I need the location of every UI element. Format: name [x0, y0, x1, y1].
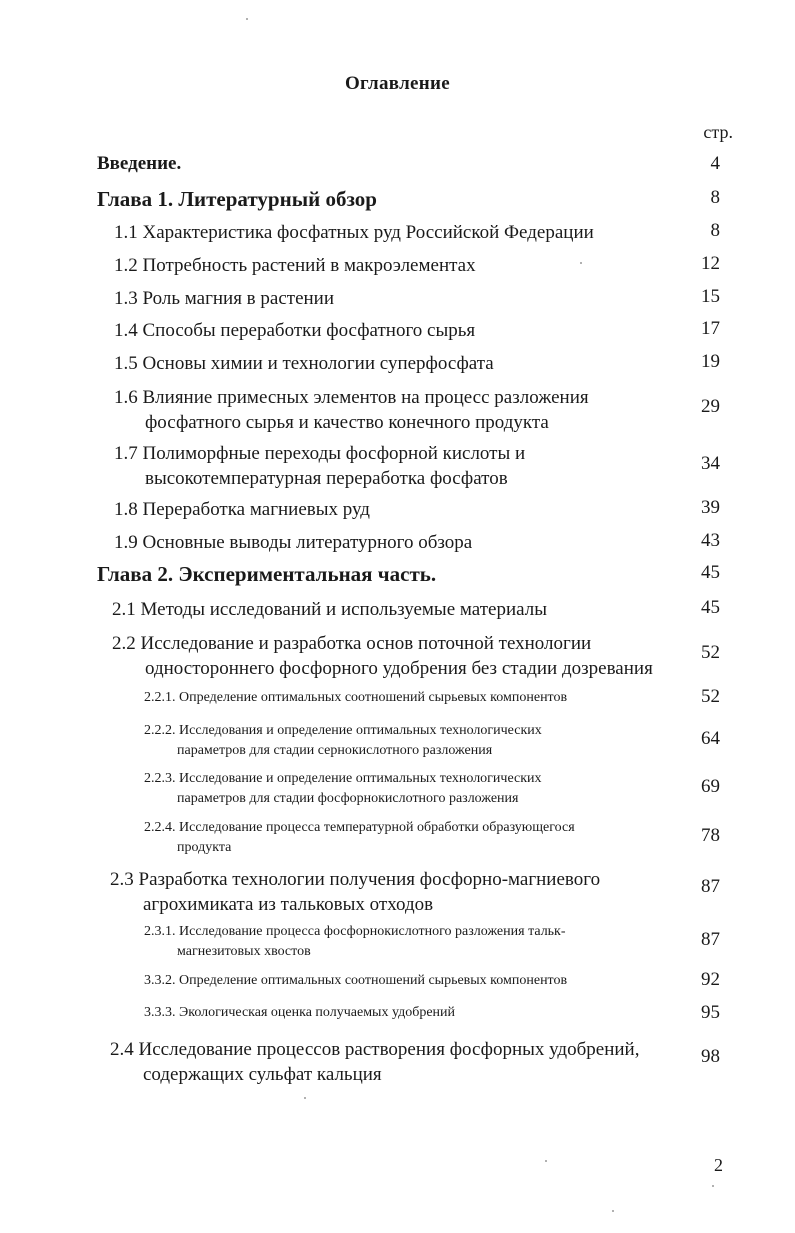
toc-entry-text-line1: 2.2.3. Исследование и определение оптимальных технологических — [144, 771, 542, 786]
toc-entry-text: 1.3 Роль магния в растении — [114, 288, 335, 309]
scan-speck — [612, 1210, 614, 1212]
toc-entry-page: 39 — [701, 497, 720, 518]
toc-entry-page: 8 — [710, 220, 720, 241]
toc-entry-text-line1: 1.6 Влияние примесных элементов на процесс разложения — [114, 387, 589, 408]
page-number: 2 — [714, 1155, 723, 1175]
toc-entry-page: 52 — [701, 686, 720, 707]
toc-entry-text-line1: 1.7 Полиморфные переходы фосфорной кислоты и — [114, 443, 526, 464]
toc-entry-text-line1: 2.3.1. Исследование процесса фосфорнокислотного разложения тальк- — [144, 924, 566, 939]
toc-entry-text-line1: 2.3 Разработка технологии получения фосфорно-магниевого — [110, 869, 601, 890]
toc-entry-page: 29 — [701, 396, 720, 417]
toc-entry-page: 43 — [701, 530, 720, 551]
toc-entry-page: 4 — [710, 153, 720, 174]
toc-entry-text: 2.1 Методы исследований и используемые материалы — [112, 599, 547, 620]
toc-entry-text-line2: одностороннего фосфорного удобрения без стадии дозревания — [145, 658, 653, 679]
toc-entry-page: 12 — [701, 253, 720, 274]
toc-entry-page: 78 — [701, 825, 720, 846]
toc-entry-page: 92 — [701, 969, 720, 990]
toc-entry-page: 17 — [701, 318, 720, 339]
toc-entry-page: 45 — [701, 562, 720, 583]
toc-entry-page: 64 — [701, 728, 720, 749]
toc-entry-page: 95 — [701, 1002, 720, 1023]
toc-entry-page: 15 — [701, 286, 720, 307]
toc-entry-page: 19 — [701, 351, 720, 372]
toc-entry-text: 1.9 Основные выводы литературного обзора — [114, 532, 473, 553]
toc-entry-text-line1: 2.4 Исследование процессов растворения фосфорных удобрений, — [110, 1039, 640, 1060]
toc-entry-page: 98 — [701, 1046, 720, 1067]
toc-entry-text: 3.3.3. Экологическая оценка получаемых удобрений — [144, 1005, 456, 1020]
page-title: Оглавление — [344, 73, 451, 94]
page-column-header: стр. — [703, 122, 733, 142]
toc-entry-text-line2: высокотемпературная переработка фосфатов — [145, 468, 508, 489]
toc-entry-text-line2: продукта — [177, 840, 232, 855]
toc-entry-text-line2: фосфатного сырья и качество конечного продукта — [145, 412, 549, 433]
toc-entry-text: 1.1 Характеристика фосфатных руд Российской Федерации — [114, 222, 594, 243]
toc-entry-text: Глава 2. Экспериментальная часть. — [97, 562, 437, 586]
scan-speck — [304, 1097, 306, 1099]
toc-entry-text: 2.2.1. Определение оптимальных соотношений сырьевых компонентов — [144, 690, 568, 705]
toc-entry-page: 45 — [701, 597, 720, 618]
toc-entry-text-line1: 2.2 Исследование и разработка основ поточной технологии — [112, 633, 592, 654]
toc-entry-text-line2: параметров для стадии фосфорнокислотного разложения — [177, 791, 519, 806]
toc-entry-page: 69 — [701, 776, 720, 797]
toc-entry-page: 87 — [701, 876, 720, 897]
scan-speck — [712, 1185, 714, 1187]
toc-entry-text: 1.2 Потребность растений в макроэлементах — [114, 255, 476, 276]
toc-entry-text-line1: 2.2.2. Исследования и определение оптимальных технологических — [144, 723, 542, 738]
scan-speck — [580, 262, 582, 264]
toc-entry-text-line2: агрохимиката из тальковых отходов — [143, 894, 434, 915]
toc-entry-page: 34 — [701, 453, 720, 474]
scan-speck — [545, 1160, 547, 1162]
toc-entry-text: 1.8 Переработка магниевых руд — [114, 499, 370, 520]
toc-entry-text-line2: параметров для стадии сернокислотного разложения — [177, 743, 493, 758]
toc-entry-text: Глава 1. Литературный обзор — [97, 187, 377, 211]
toc-entry-text-line2: содержащих сульфат кальция — [143, 1064, 382, 1085]
toc-entry-page: 8 — [710, 187, 720, 208]
toc-entry-text: 3.3.2. Определение оптимальных соотношений сырьевых компонентов — [144, 973, 568, 988]
toc-entry-text-line2: магнезитовых хвостов — [177, 944, 311, 959]
toc-entry-text: 1.4 Способы переработки фосфатного сырья — [114, 320, 476, 341]
toc-entry-page: 87 — [701, 929, 720, 950]
toc-entry-page: 52 — [701, 642, 720, 663]
toc-entry-text: Введение. — [97, 153, 182, 174]
toc-entry-text: 1.5 Основы химии и технологии суперфосфата — [114, 353, 494, 374]
scan-speck — [246, 18, 248, 20]
toc-entry-text-line1: 2.2.4. Исследование процесса температурной обработки образующегося — [144, 820, 575, 835]
